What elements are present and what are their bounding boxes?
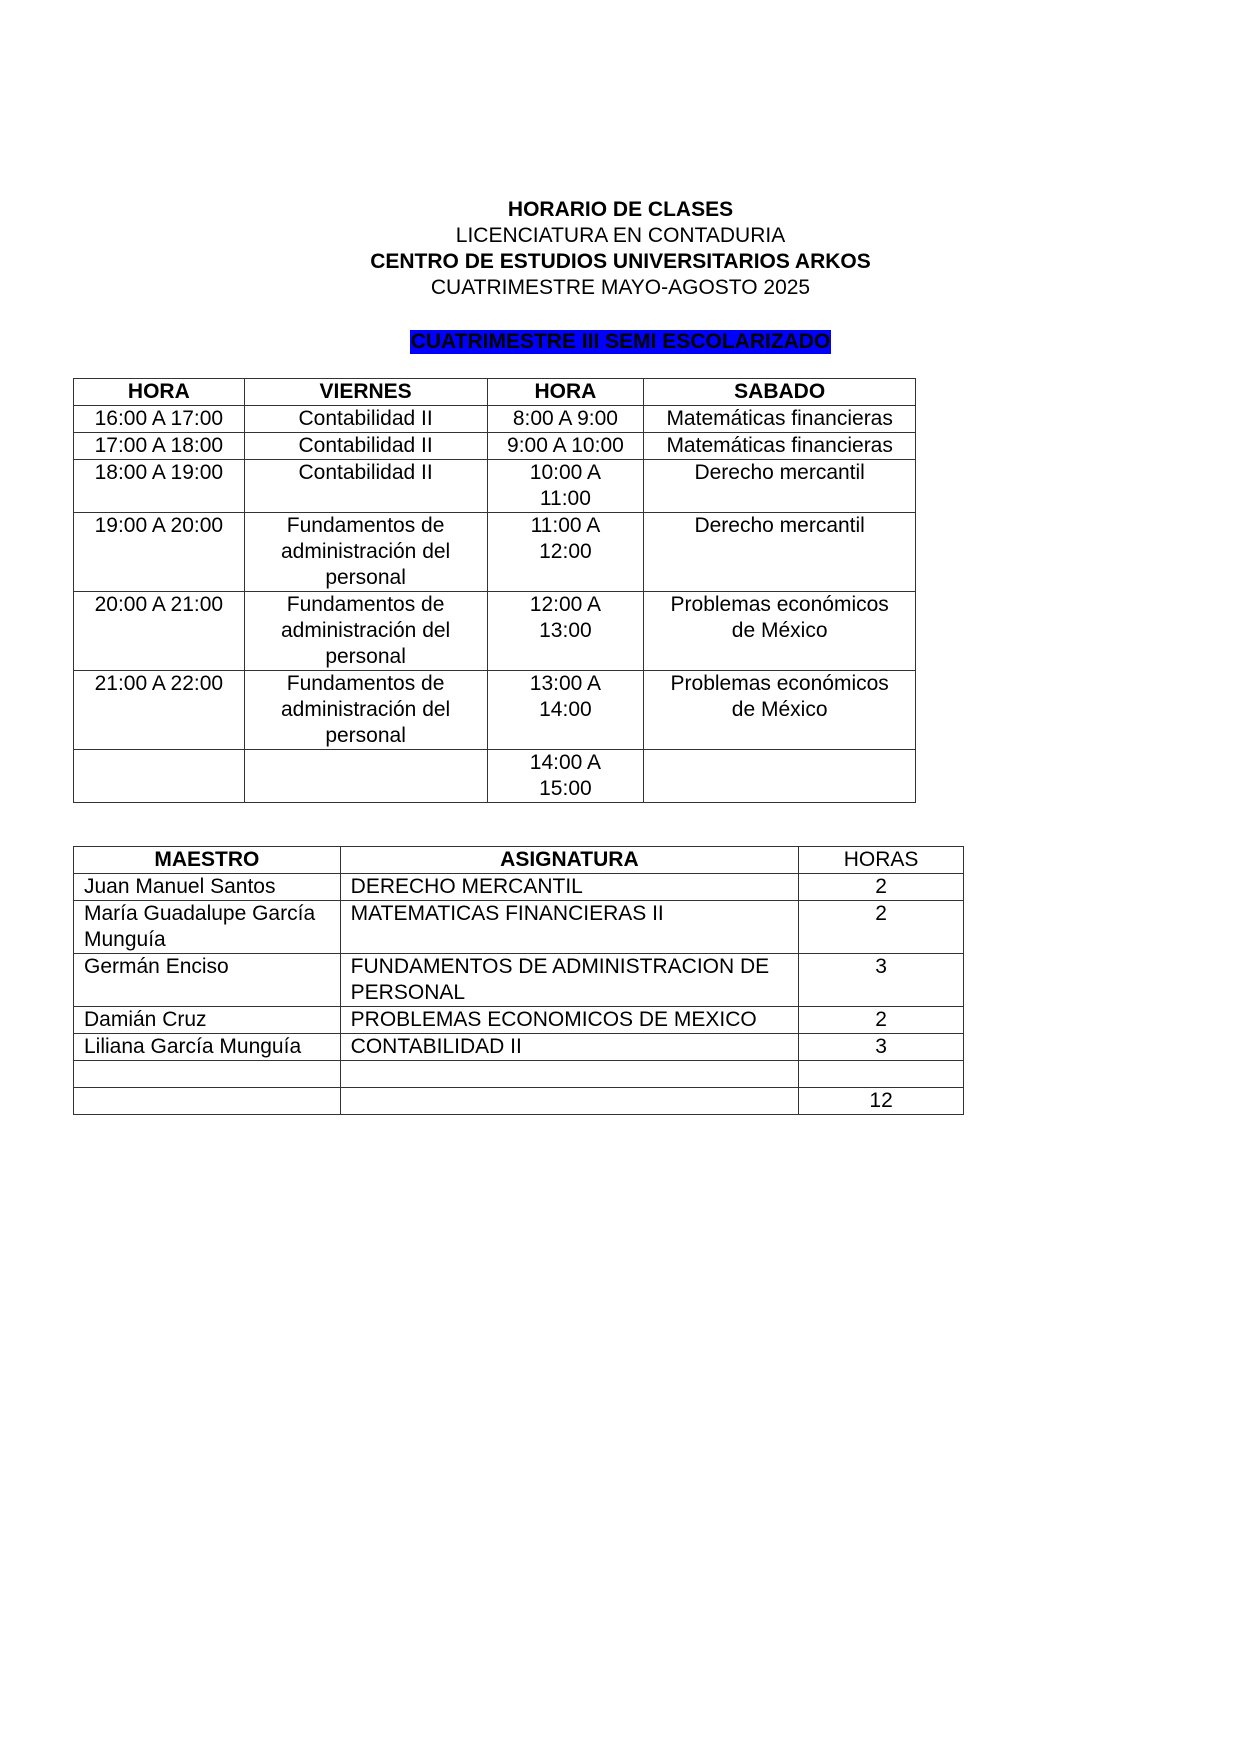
schedule-cell-saturday-time: 12:00 A 13:00 [487,592,644,671]
schedule-header-row [74,379,916,406]
teachers-row [74,1007,964,1034]
teachers-row [74,1034,964,1061]
schedule-row [74,460,916,513]
schedule-cell-saturday-subject: Derecho mercantil [644,513,916,592]
schedule-header-viernes: VIERNES [244,379,487,406]
schedule-cell-saturday-subject: Problemas económicos de México [644,671,916,750]
teachers-row [74,954,964,1007]
schedule-cell-friday-time: 17:00 A 18:00 [74,433,245,460]
document-header [0,197,1241,301]
teacher-name-cell [74,1088,341,1115]
schedule-cell-friday-subject: Fundamentos de administración del personal [244,513,487,592]
teachers-header-horas: HORAS [799,847,964,874]
schedule-row [74,513,916,592]
schedule-row [74,671,916,750]
schedule-cell-friday-time: 21:00 A 22:00 [74,671,245,750]
teacher-name-cell: María Guadalupe García Munguía [74,901,341,954]
schedule-cell-friday-subject: Fundamentos de administración del personal [244,671,487,750]
teacher-name-cell: Juan Manuel Santos [74,874,341,901]
schedule-cell-saturday-time: 14:00 A 15:00 [487,750,644,803]
group-label-wrap [0,330,1241,354]
hours-cell: 3 [799,1034,964,1061]
schedule-row [74,406,916,433]
schedule-header-hora-1: HORA [74,379,245,406]
schedule-cell-friday-subject: Fundamentos de administración del personal [244,592,487,671]
teachers-header-maestro: MAESTRO [74,847,341,874]
subject-cell: PROBLEMAS ECONOMICOS DE MEXICO [340,1007,798,1034]
teachers-header-asignatura: ASIGNATURA [340,847,798,874]
schedule-cell-saturday-time: 10:00 A 11:00 [487,460,644,513]
teachers-row [74,1061,964,1088]
subject-cell: CONTABILIDAD II [340,1034,798,1061]
subject-cell: FUNDAMENTOS DE ADMINISTRACION DE PERSONAL [340,954,798,1007]
teacher-name-cell: Damián Cruz [74,1007,341,1034]
teachers-row [74,901,964,954]
teachers-total-row [74,1088,964,1115]
teachers-row [74,874,964,901]
schedule-cell-friday-subject: Contabilidad II [244,460,487,513]
term-label: CUATRIMESTRE MAYO-AGOSTO 2025 [430,276,811,299]
teacher-name-cell: Germán Enciso [74,954,341,1007]
schedule-cell-saturday-subject [644,750,916,803]
schedule-row [74,750,916,803]
institution-name: CENTRO DE ESTUDIOS UNIVERSITARIOS ARKOS [370,250,871,273]
hours-cell: 2 [799,1007,964,1034]
schedule-cell-friday-time: 18:00 A 19:00 [74,460,245,513]
schedule-cell-friday-time: 19:00 A 20:00 [74,513,245,592]
document-title: HORARIO DE CLASES [507,198,734,221]
hours-cell: 2 [799,901,964,954]
teachers-header-row [74,847,964,874]
subject-cell: MATEMATICAS FINANCIERAS II [340,901,798,954]
schedule-header-hora-2: HORA [487,379,644,406]
hours-cell: 3 [799,954,964,1007]
teachers-table [73,846,964,1115]
schedule-cell-friday-time: 20:00 A 21:00 [74,592,245,671]
hours-cell [799,1061,964,1088]
schedule-cell-saturday-time: 11:00 A 12:00 [487,513,644,592]
schedule-row [74,592,916,671]
schedule-cell-friday-time: 16:00 A 17:00 [74,406,245,433]
subject-cell: DERECHO MERCANTIL [340,874,798,901]
teacher-name-cell: Liliana García Munguía [74,1034,341,1061]
schedule-table [73,378,916,803]
schedule-cell-saturday-subject: Matemáticas financieras [644,433,916,460]
subject-cell [340,1088,798,1115]
schedule-cell-saturday-subject: Matemáticas financieras [644,406,916,433]
schedule-cell-saturday-time: 13:00 A 14:00 [487,671,644,750]
schedule-row [74,433,916,460]
program-name: LICENCIATURA EN CONTADURIA [455,224,786,247]
schedule-header-sabado: SABADO [644,379,916,406]
total-hours-cell: 12 [799,1088,964,1115]
schedule-cell-saturday-time: 9:00 A 10:00 [487,433,644,460]
teacher-name-cell [74,1061,341,1088]
subject-cell [340,1061,798,1088]
hours-cell: 2 [799,874,964,901]
schedule-cell-friday-subject: Contabilidad II [244,406,487,433]
schedule-cell-friday-time [74,750,245,803]
schedule-cell-saturday-subject: Derecho mercantil [644,460,916,513]
schedule-cell-saturday-subject: Problemas económicos de México [644,592,916,671]
schedule-cell-friday-subject [244,750,487,803]
schedule-cell-saturday-time: 8:00 A 9:00 [487,406,644,433]
schedule-cell-friday-subject: Contabilidad II [244,433,487,460]
group-label: CUATRIMESTRE III SEMI ESCOLARIZADO [410,330,831,353]
